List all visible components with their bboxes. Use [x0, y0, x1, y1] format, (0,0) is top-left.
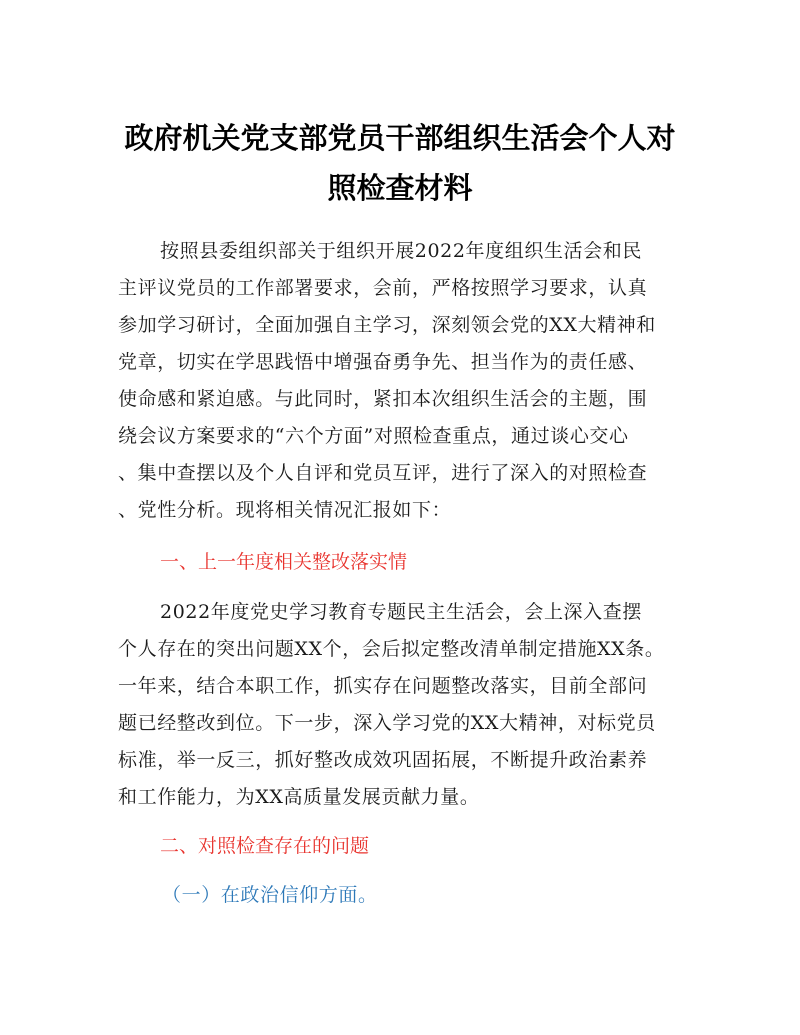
intro-paragraph-line-6: 绕会议方案要求的“六个方面”对照检查重点，通过谈心交心 [118, 425, 629, 447]
section1-paragraph-line-3: 一年来，结合本职工作，抓实存在问题整改落实，目前全部问 [118, 675, 648, 697]
section1-paragraph-line-1: 2022年度党史学习教育专题民主生活会，会上深入查摆 [160, 601, 642, 623]
intro-paragraph-line-8: 、党性分析。现将相关情况汇报如下： [118, 499, 452, 521]
subsection-heading-1: （一）在政治信仰方面。 [162, 884, 378, 906]
intro-paragraph-line-5: 使命感和紧迫感。与此同时，紧扣本次组织生活会的主题，围 [118, 388, 648, 410]
document-title-line-1: 政府机关党支部党员干部组织生活会个人对 [124, 121, 676, 155]
section1-paragraph-line-5: 标准，举一反三，抓好整改成效巩固拓展，不断提升政治素养 [118, 749, 648, 771]
section-heading-2: 二、对照检查存在的问题 [160, 835, 370, 857]
section1-paragraph-line-2: 个人存在的突出问题XX个，会后拟定整改清单制定措施XX条。 [118, 638, 665, 660]
intro-paragraph-line-2: 主评议党员的工作部署要求，会前，严格按照学习要求，认真 [118, 277, 648, 299]
intro-paragraph-line-4: 党章，切实在学思践悟中增强奋勇争先、担当作为的责任感、 [118, 351, 648, 373]
intro-paragraph-line-7: 、集中查摆以及个人自评和党员互评，进行了深入的对照检查 [118, 462, 648, 484]
document-title-line-2: 照检查材料 [327, 171, 473, 205]
intro-paragraph-line-1: 按照县委组织部关于组织开展2022年度组织生活会和民 [160, 240, 642, 262]
section1-paragraph-line-6: 和工作能力，为XX高质量发展贡献力量。 [118, 786, 480, 808]
section-heading-1: 一、上一年度相关整改落实情 [160, 551, 408, 573]
intro-paragraph-line-3: 参加学习研讨，全面加强自主学习，深刻领会党的XX大精神和 [118, 314, 656, 336]
section1-paragraph-line-4: 题已经整改到位。下一步，深入学习党的XX大精神，对标党员 [118, 712, 656, 734]
